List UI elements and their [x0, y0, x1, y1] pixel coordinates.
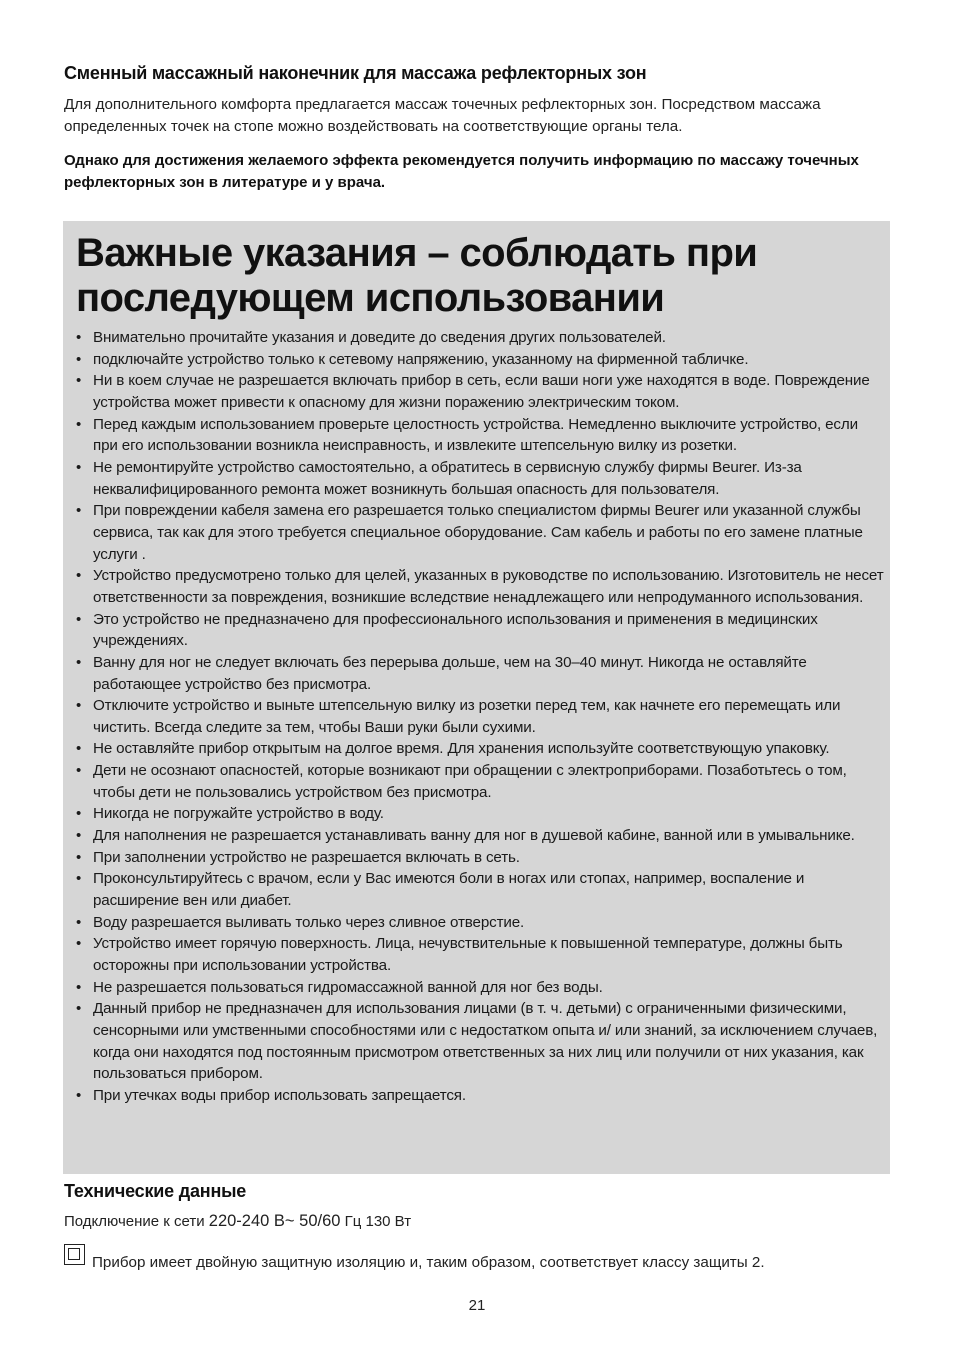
- warning-item: [76, 327, 884, 349]
- important-notes-list: [76, 327, 884, 1107]
- bullet-mark: •: [76, 805, 82, 823]
- warning-text: При повреждении кабеля замена его разрешается только специалистом фирмы Beurer или указанной службы сервиса, так как для этого требуется специальное оборудование. Сам кабель и работы по его замене платные услуги .: [93, 502, 863, 563]
- warning-text: При утечках воды прибор использовать запрещается.: [93, 1086, 466, 1104]
- bullet-mark: •: [76, 1000, 82, 1018]
- warning-item: [76, 349, 884, 371]
- warning-text: Перед каждым использованием проверьте целостность устройства. Немедленно выключите устройство, если при его использовании возникла неисправность, и извлеките штепсельную вилку из розетки.: [93, 415, 858, 455]
- warning-text: Не оставляйте прибор открытым на долгое время. Для хранения используйте соответствующую упаковку.: [93, 740, 830, 758]
- warning-text: Ни в коем случае не разрешается включать прибор в сеть, если ваши ноги уже находятся в воде. Повреждение устройства может привести к опасному для жизни поражению электрическим током.: [93, 372, 870, 411]
- warning-text: Проконсультируйтесь с врачом, если у Вас имеются боли в ногах или стопах, например, воспаление и расширение вен или диабет.: [93, 870, 805, 910]
- warning-text: При заполнении устройство не разрешается включать в сеть.: [93, 848, 520, 866]
- warning-text: Не ремонтируйте устройство самостоятельно, а обратитесь в сервисную службу фирмы Beurer. Из-за неквалифицированного ремонта может возникнуть большая опасность для пользователя.: [93, 458, 802, 498]
- warning-item: [76, 868, 884, 911]
- warning-item: [76, 847, 884, 869]
- bullet-mark: •: [76, 610, 82, 628]
- warning-item: [76, 933, 884, 976]
- tech-data-title: Технические данные: [64, 1181, 247, 1201]
- power-connection-label: Подключение к сети: [64, 1213, 205, 1230]
- warning-item: [76, 414, 884, 457]
- power-connection-unit: Гц 130 Вт: [344, 1213, 412, 1230]
- bullet-mark: •: [76, 502, 82, 520]
- warning-item: [76, 977, 884, 999]
- warning-text: Это устройство не предназначено для профессионального использования и применения в медицинских учреждениях.: [93, 610, 818, 650]
- warning-text: Ванну для ног не следует включать без перерыва дольше, чем на 30–40 минут. Никогда не оставляйте работающее устройство без присмотра.: [93, 653, 807, 693]
- power-connection: [64, 1210, 764, 1233]
- bullet-mark: •: [76, 372, 82, 390]
- warning-text: Дети не осознают опасностей, которые возникают при обращении с электроприборами. Позаботьтесь о том, чтобы дети не пользовались устройством без присмотра.: [93, 762, 847, 801]
- bullet-mark: •: [76, 827, 82, 845]
- bullet-mark: •: [76, 1086, 82, 1104]
- bullet-mark: •: [76, 978, 82, 996]
- warning-text: Воду разрешается выливать только через сливное отверстие.: [93, 913, 525, 931]
- bullet-mark: •: [76, 913, 82, 931]
- section-note: Однако для достижения желаемого эффекта рекомендуется получить информацию по массажу точечных рефлекторных зон в литературе и у врача.: [64, 152, 859, 191]
- warning-item: [76, 760, 884, 803]
- warning-item: [76, 1085, 884, 1107]
- warning-item: [76, 695, 884, 738]
- bullet-mark: •: [76, 329, 82, 346]
- warning-text: Устройство предусмотрено только для целей, указанных в руководстве по использованию. Изготовитель не несет ответственности за повреждения, возникшие вследствие ненадлежащего или непродуманного использования.: [93, 567, 884, 606]
- warning-text: Отключите устройство и выньте штепсельную вилку из розетки перед тем, как начнете его перемещать или чистить. Всегда следите за тем, чтобы Ваши руки были сухими.: [93, 697, 841, 736]
- section-title: Сменный массажный наконечник для массажа рефлекторных зон: [64, 63, 647, 83]
- bullet-mark: •: [76, 935, 82, 953]
- important-notes-box: [63, 221, 890, 1174]
- bullet-mark: •: [76, 653, 82, 671]
- bullet-mark: •: [76, 870, 82, 888]
- bullet-mark: •: [76, 415, 82, 433]
- warning-text: Не разрешается пользоваться гидромассажной ванной для ног без воды.: [93, 978, 603, 996]
- warning-item: [76, 609, 884, 652]
- warning-text: Для наполнения не разрешается устанавливать ванну для ног в душевой кабине, ванной или в умывальнике.: [93, 827, 855, 845]
- bullet-mark: •: [76, 567, 82, 585]
- warning-item: [76, 825, 884, 847]
- bullet-mark: •: [76, 697, 82, 715]
- double-square-icon: [64, 1244, 85, 1265]
- protection-class-row: [64, 1244, 894, 1274]
- warning-text: Внимательно прочитайте указания и доведите до сведения других пользователей.: [93, 329, 666, 346]
- warning-text: подключайте устройство только к сетевому напряжению, указанному на фирменной табличке.: [93, 350, 749, 368]
- warning-item: [76, 912, 884, 934]
- warning-item: [76, 803, 884, 825]
- section-intro: Для дополнительного комфорта предлагается массаж точечных рефлекторных зон. Посредством массажа определенных точек на стопе можно воздействовать на соответствующие органы тела.: [64, 96, 821, 135]
- bullet-mark: •: [76, 350, 82, 368]
- warning-text: Данный прибор не предназначен для использования лицами (в т. ч. детьми) с ограниченными физическими, сенсорными или умственными способностями или с недостатком опыта и/ или знаний, за исключением случаев, когда они находятся под постоянным присмотром ответственных за них лиц или получили от них указания, как пользоваться прибором.: [93, 1000, 878, 1083]
- bullet-mark: •: [76, 740, 82, 758]
- bullet-mark: •: [76, 458, 82, 476]
- power-connection-value: 220-240 В~ 50/60: [208, 1212, 341, 1230]
- warning-item: [76, 500, 884, 565]
- bullet-mark: •: [76, 848, 82, 866]
- warning-item: [76, 738, 884, 760]
- bullet-mark: •: [76, 762, 82, 780]
- warning-item: [76, 998, 884, 1085]
- warning-item: [76, 652, 884, 695]
- warning-text: Никогда не погружайте устройство в воду.: [93, 805, 384, 823]
- page-number: 21: [468, 1297, 486, 1314]
- warning-item: [76, 565, 884, 608]
- warning-item: [76, 370, 884, 413]
- protection-class-text: Прибор имеет двойную защитную изоляцию и, таким образом, соответствует классу защиты 2.: [92, 1254, 765, 1271]
- warning-text: Устройство имеет горячую поверхность. Лица, нечувствительные к повышенной температуре, должны быть осторожны при использовании устройства.: [93, 935, 843, 975]
- warning-item: [76, 457, 884, 500]
- important-notes-title: Важные указания – соблюдать при последующем использовании: [76, 231, 758, 320]
